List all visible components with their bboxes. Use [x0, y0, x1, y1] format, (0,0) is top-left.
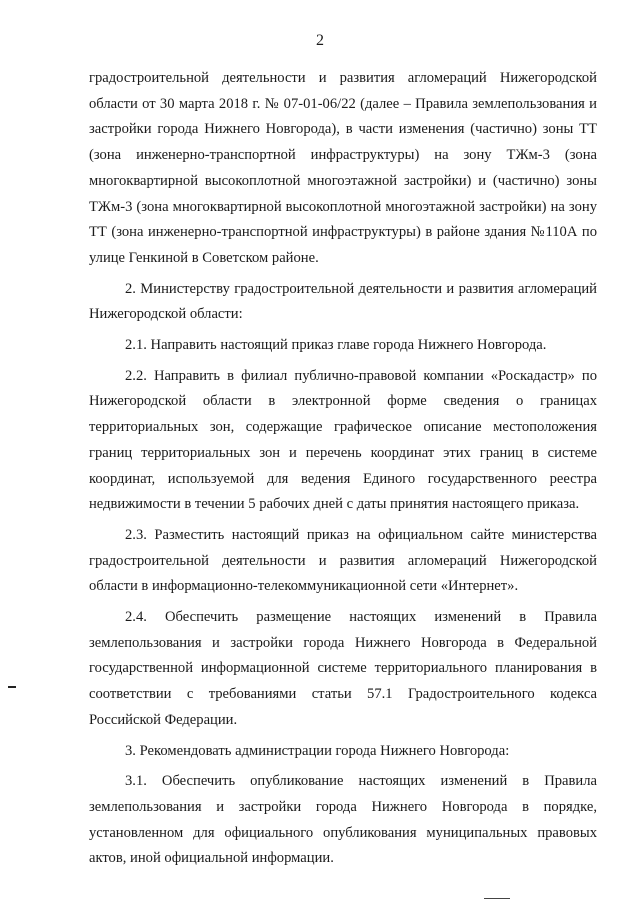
paragraph-item-2: 2. Министерству градостроительной деятельности и развития агломераций Нижегородской области: [89, 280, 597, 323]
paragraph-item-3: 3. Рекомендовать администрации города Нижнего Новгорода: [125, 742, 510, 759]
scan-margin-mark [8, 686, 16, 688]
paragraph-item-3-1: 3.1. Обеспечить опубликование настоящих изменений в Правила землепользования и застройки города Нижнего Новгорода в порядке, установленном для официального опубликования муниципальных правовых актов, иной официальной информации. [89, 773, 597, 867]
paragraph-continuation: градостроительной деятельности и развития агломераций Нижегородской области от 30 марта 2018 г. № 07-01-06/22 (далее – Правила землепользования и застройки города Нижнего Новгорода), в части изменения (частично) зоны ТТ (зона инженерно-транспортной инфраструктуры) на зону ТЖм-3 (зона многоквартирной высокоплотной многоэтажной застройки) и (частично) зоны ТЖм-3 (зона многоквартирной высокоплотной многоэтажной застройки) на зону ТТ (зона инженерно-транспортной инфраструктуры) в районе здания №110А по улице Генкиной в Советском районе. [89, 70, 597, 266]
paragraph-item-2-3: 2.3. Разместить настоящий приказ на официальном сайте министерства градостроительной деятельности и развития агломераций Нижегородской области в информационно-телекоммуникационной сети «Интернет». [89, 526, 597, 595]
scan-bottom-mark [484, 898, 510, 899]
paragraph-item-2-4: 2.4. Обеспечить размещение настоящих изменений в Правила землепользования и застройки города Нижнего Новгорода в Федеральной государственной информационной системе территориального планирования в соответствии с требованиями статьи 57.1 Градостроительного кодекса Российской Федерации. [89, 609, 597, 728]
page-number: 2 [316, 32, 324, 49]
paragraph-item-2-1: 2.1. Направить настоящий приказ главе города Нижнего Новгорода. [125, 337, 547, 354]
paragraph-item-2-2: 2.2. Направить в филиал публично-правовой компании «Роскадастр» по Нижегородской области в электронной форме сведения о границах территориальных зон, содержащие графическое описание местоположения границ территориальных зон и перечень координат этих границ в системе координат, используемой для ведения Единого государственного реестра недвижимости в течении 5 рабочих дней с даты принятия настоящего приказа. [89, 367, 597, 513]
document-body [89, 66, 597, 877]
